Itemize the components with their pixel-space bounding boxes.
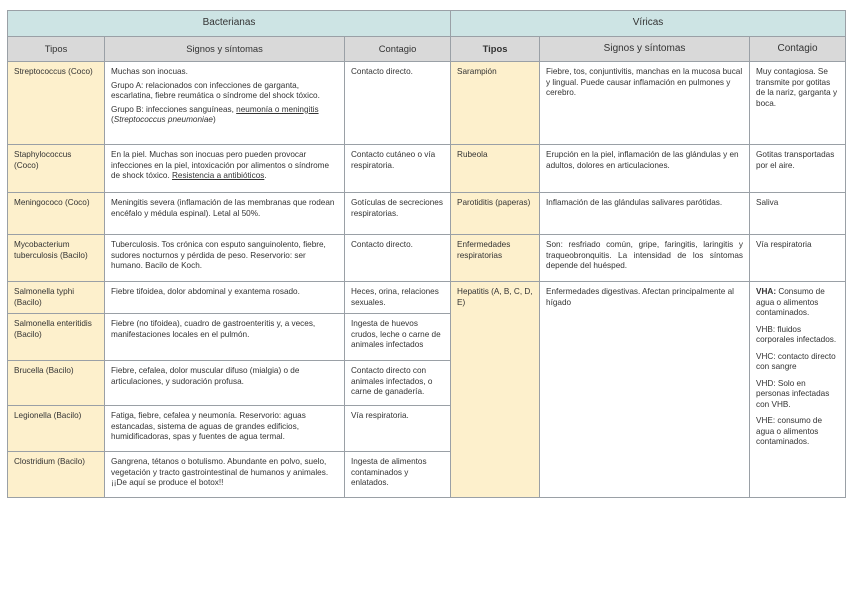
table-row xyxy=(8,145,846,193)
bacteria-contagion: Ingesta de huevos crudos, leche o carne de animales infectados xyxy=(345,314,451,361)
bacteria-type: Salmonella enteritidis (Bacilo) xyxy=(8,314,105,361)
bacteria-contagion: Heces, orina, relaciones sexuales. xyxy=(345,282,451,314)
virus-signs: Enfermedades digestivas. Afectan principalmente al hígado xyxy=(540,282,750,498)
bacteria-signs: Fatiga, fiebre, cefalea y neumonía. Reservorio: aguas estancadas, sistema de aguas de grandes edificios, humidificadoras, spas y fuentes de agua termal. xyxy=(105,406,345,452)
species-name: Streptococcus pneumoniae xyxy=(113,115,213,124)
virus-signs: Fiebre, tos, conjuntivitis, manchas en la mucosa bucal y lingual. Puede causar inflamación en pulmones y cerebro. xyxy=(540,62,750,145)
antibiotic-resistance-link[interactable]: Resistencia a antibióticos xyxy=(171,171,265,180)
signs-line: Muchas son inocuas. xyxy=(111,67,188,76)
bacteria-type: Meningococo (Coco) xyxy=(8,193,105,235)
bacteria-signs: Fiebre (no tifoidea), cuadro de gastroenteritis y, a veces, manifestaciones locales en el pulmón. xyxy=(105,314,345,361)
bacteria-contagion: Contacto directo. xyxy=(345,235,451,282)
signs-text: Grupo B: infecciones sanguíneas, xyxy=(111,104,237,114)
bacteria-type: Legionella (Bacilo) xyxy=(8,406,105,452)
bacteria-contagion: Vía respiratoria. xyxy=(345,406,451,452)
hepatitis-label: VHA: xyxy=(756,287,777,296)
infection-table xyxy=(7,10,846,498)
bacteria-type: Clostridium (Bacilo) xyxy=(8,452,105,498)
signs-line: Grupo A: relacionados con infecciones de garganta, escarlatina, fiebre reumática o síndrome del shock tóxico. xyxy=(111,80,320,100)
header-bacterial-types: Tipos xyxy=(8,37,105,62)
bacteria-contagion: Contacto directo con animales infectados, o carne de ganadería. xyxy=(345,361,451,406)
virus-contagion: Saliva xyxy=(750,193,846,235)
bacteria-signs xyxy=(105,62,345,145)
neumonia-link[interactable]: neumonía o meningitis xyxy=(236,104,319,114)
virus-type: Parotiditis (paperas) xyxy=(451,193,540,235)
hepatitis-route: VHC: contacto directo con sangre xyxy=(756,351,836,371)
header-viral-signs: Signos y síntomas xyxy=(540,37,750,62)
bacteria-type: Salmonella typhi (Bacilo) xyxy=(8,282,105,314)
hepatitis-route xyxy=(756,287,839,319)
bacteria-signs: Fiebre tifoidea, dolor abdominal y exantema rosado. xyxy=(105,282,345,314)
table-row xyxy=(8,235,846,282)
bacteria-contagion: Gotículas de secreciones respiratorias. xyxy=(345,193,451,235)
group-header-row xyxy=(8,11,846,37)
bacteria-signs: Fiebre, cefalea, dolor muscular difuso (mialgia) o de articulaciones, y sudoración profusa. xyxy=(105,361,345,406)
hepatitis-route: VHE: consumo de agua o alimentos contaminados. xyxy=(756,416,823,446)
header-bacterial-contagion: Contagio xyxy=(345,37,451,62)
table-row xyxy=(8,193,846,235)
virus-type: Sarampión xyxy=(451,62,540,145)
bacteria-contagion: Contacto directo. xyxy=(345,62,451,145)
header-bacterial-signs: Signos y síntomas xyxy=(105,37,345,62)
header-viral-contagion: Contagio xyxy=(750,37,846,62)
signs-text: En la piel. Muchas son inocuas pero pueden provocar infecciones en la piel, intoxicación por alimentos o síndrome de shock tóxico. xyxy=(111,150,329,180)
virus-contagion: Muy contagiosa. Se transmite por gotitas de la nariz, garganta y boca. xyxy=(750,62,846,145)
bacteria-signs: Tuberculosis. Tos crónica con esputo sanguinolento, fiebre, sudores nocturnos y pérdida de peso. Reservorio: ser humano. Bacilo de Koch. xyxy=(105,235,345,282)
group-viral: Víricas xyxy=(451,11,846,37)
signs-line: Grupo B: infecciones sanguíneas, neumonía o meningitis (Streptococcus pneumoniae) xyxy=(111,104,319,124)
virus-type: Enfermedades respiratorias xyxy=(451,235,540,282)
table-row xyxy=(8,62,846,145)
bacteria-contagion: Ingesta de alimentos contaminados y enlatados. xyxy=(345,452,451,498)
bacteria-signs: Gangrena, tétanos o botulismo. Abundante en polvo, suelo, vegetación y tracto gastrointestinal de humanos y animales. ¡¡De aquí se produce el botox!! xyxy=(105,452,345,498)
bacteria-type: Staphylococcus (Coco) xyxy=(8,145,105,193)
hepatitis-route: VHD: Solo en personas infectadas con VHB. xyxy=(756,378,830,409)
bacteria-signs: En la piel. Muchas son inocuas pero pueden provocar infecciones en la piel, intoxicación por alimentos o síndrome de shock tóxico. Resistencia a antibióticos. xyxy=(105,145,345,193)
virus-signs: Erupción en la piel, inflamación de las glándulas y en adultos, dolores en articulaciones. xyxy=(540,145,750,193)
hepatitis-route-text: Consumo de agua o alimentos contaminados. xyxy=(756,287,825,317)
table-row xyxy=(8,282,846,314)
bacteria-type: Mycobacterium tuberculosis (Bacilo) xyxy=(8,235,105,282)
column-header-row xyxy=(8,37,846,62)
virus-contagion: Gotitas transportadas por el aire. xyxy=(750,145,846,193)
header-viral-types: Tipos xyxy=(451,37,540,62)
virus-signs: Inflamación de las glándulas salivares parótidas. xyxy=(540,193,750,235)
bacteria-contagion: Contacto cutáneo o vía respiratoria. xyxy=(345,145,451,193)
hepatitis-route: VHB: fluidos corporales infectados. xyxy=(756,324,837,344)
virus-contagion xyxy=(750,282,846,498)
bacteria-type: Brucella (Bacilo) xyxy=(8,361,105,406)
virus-type: Rubeola xyxy=(451,145,540,193)
group-bacterial: Bacterianas xyxy=(8,11,451,37)
virus-contagion: Vía respiratoria xyxy=(750,235,846,282)
virus-signs: Son: resfriado común, gripe, faringitis, laringitis y traqueobronquitis. La intensidad de los síntomas depende del huésped. xyxy=(540,235,750,282)
infection-table-container xyxy=(7,10,845,498)
bacteria-type: Streptococcus (Coco) xyxy=(8,62,105,145)
virus-type: Hepatitis (A, B, C, D, E) xyxy=(451,282,540,498)
bacteria-signs: Meningitis severa (inflamación de las membranas que rodean encéfalo y médula espinal). Letal al 50%. xyxy=(105,193,345,235)
